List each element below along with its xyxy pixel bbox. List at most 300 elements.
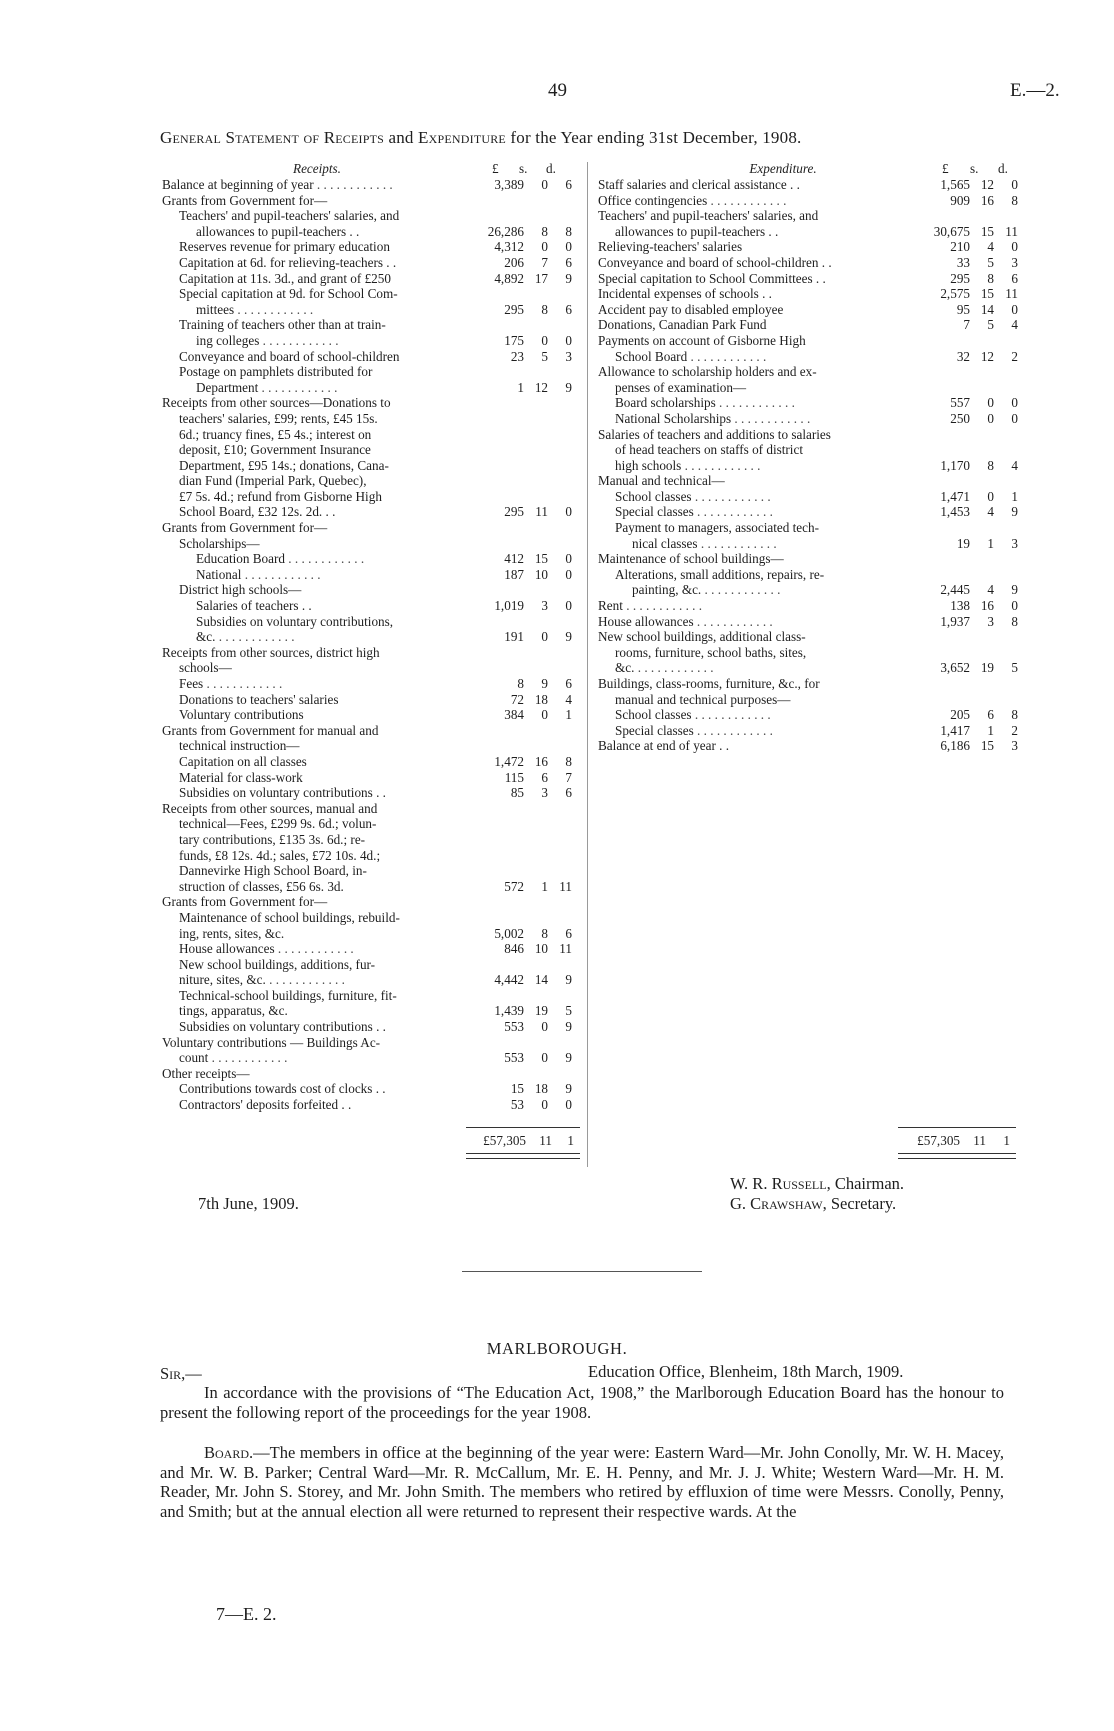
expenditure-row-label: Staff salaries and clerical assistance . . (598, 177, 800, 192)
receipts-row-pounds: 295 (504, 504, 524, 520)
receipts-row (162, 1081, 578, 1097)
receipts-row-label: Scholarships— (179, 535, 260, 551)
expenditure-row (598, 333, 1012, 349)
receipts-row-label: tary contributions, £135 3s. 6d.; re- (179, 831, 366, 847)
expenditure-row-label: Conveyance and board of school-children . . (598, 254, 832, 270)
receipts-row-label: Grants from Government for— (162, 520, 328, 536)
receipts-row-label: Receipts from other sources—Donations to (162, 395, 391, 411)
expenditure-row (598, 473, 1012, 489)
receipts-row (162, 770, 578, 786)
title-rest: for the Year ending 31st December, 1908. (505, 128, 802, 147)
expenditure-row-label: &c. . . (598, 660, 917, 676)
expenditure-row-shillings: 4 (987, 239, 994, 255)
expenditure-row (598, 254, 1018, 271)
receipts-row (162, 1050, 578, 1066)
expenditure-row-pounds: 1,937 (940, 613, 970, 629)
receipts-row-shillings: 0 (541, 1050, 548, 1066)
receipts-row-label: New school buildings, additions, fur- (179, 956, 376, 972)
receipts-row-pounds: 53 (510, 1097, 524, 1113)
receipts-row (162, 645, 578, 661)
expenditure-row-label: Maintenance of school buildings— (598, 551, 784, 567)
pence-head-exp: d. (998, 161, 1008, 176)
receipts-row-shillings: 12 (534, 379, 548, 395)
receipts-row (162, 629, 578, 645)
expenditure-row-label: Accident pay to disabled employee (598, 301, 784, 317)
receipts-row-pence: 9 (565, 379, 572, 395)
receipts-row-pounds: 175 (504, 332, 524, 348)
receipts-row-pounds: 115 (504, 769, 524, 785)
secretary-name: G. Crawshaw (730, 1194, 823, 1213)
receipts-row-label: Donations to teachers' salaries (179, 691, 339, 707)
receipts-row-label: Fees . . (162, 676, 471, 692)
receipts-row (162, 1003, 578, 1019)
receipts-row-pence: 8 (565, 753, 572, 769)
expenditure-row-label: Allowance to scholarship holders and ex- (598, 364, 817, 380)
receipts-row-label: Receipts from other sources, manual and (162, 800, 378, 816)
expenditure-row-pence: 8 (1011, 707, 1018, 723)
expenditure-row (598, 582, 1018, 598)
receipts-row (162, 676, 578, 692)
receipts-row-label: Training of teachers other than at train- (179, 317, 386, 333)
expenditure-row-label: Payment to managers, associated tech- (615, 520, 819, 536)
expenditure-row-pounds: 1,170 (940, 457, 970, 473)
expenditure-row-pounds: 1,565 (940, 177, 970, 192)
receipts-row-label: deposit, £10; Government Insurance (179, 442, 371, 458)
expenditure-row-pence: 2 (1011, 722, 1018, 738)
expenditure-row-pounds: 33 (956, 254, 970, 270)
expenditure-row-pounds: 2,575 (940, 286, 970, 302)
receipts-row (162, 551, 578, 567)
statement-title (160, 128, 1000, 148)
receipts-row (162, 660, 578, 676)
receipts-row-label: mittees . . (162, 302, 488, 318)
salutation: Sir,— (160, 1364, 202, 1383)
receipts-row-pence: 9 (565, 1081, 572, 1097)
expenditure-row-label: Manual and technical— (598, 473, 725, 489)
receipts-row-shillings: 0 (541, 707, 548, 723)
receipts-rows (162, 177, 578, 1113)
report-paragraph-2 (160, 1443, 1004, 1521)
expenditure-row-shillings: 5 (987, 254, 994, 270)
receipts-row-pence: 0 (565, 1097, 572, 1113)
receipts-row-pence: 0 (565, 551, 572, 567)
receipts-row (162, 707, 578, 723)
expenditure-row-pence: 8 (1011, 192, 1018, 208)
receipts-row-label: Receipts from other sources, district high (162, 644, 380, 660)
expenditure-row-shillings: 19 (980, 660, 994, 676)
receipts-row-label: Special capitation at 9d. for School Com- (179, 286, 398, 302)
receipts-row-label: Department, £95 14s.; donations, Cana- (179, 457, 389, 473)
expenditure-row-pounds: 32 (956, 348, 970, 364)
page-footer: 7—E. 2. (216, 1604, 277, 1624)
receipts-row-shillings: 16 (534, 753, 548, 769)
receipts-row (162, 848, 578, 864)
receipts-row-shillings: 3 (541, 785, 548, 801)
expenditure-row (598, 645, 1012, 661)
expenditure-row-shillings: 8 (987, 457, 994, 473)
receipts-row (162, 224, 578, 240)
receipts-row-label: Voluntary contributions — Buildings Ac- (162, 1034, 381, 1050)
receipts-row-label: Balance at beginning of year . . (162, 177, 454, 193)
receipts-row (162, 177, 578, 193)
receipts-row-pounds: 23 (510, 348, 524, 364)
expenditure-row-shillings: 14 (980, 301, 994, 317)
pound-head-exp: £ (942, 161, 949, 176)
expenditure-row (598, 317, 1018, 333)
receipts-row-label: &c. . . (162, 629, 488, 645)
receipts-row-label: Grants from Government for manual and (162, 722, 379, 738)
expenditure-row (598, 301, 1018, 318)
receipts-row-label: ing, rents, sites, &c. (179, 925, 285, 941)
receipts-row-label: Contributions towards cost of clocks . . (179, 1081, 386, 1097)
expenditure-row-label: School classes . . (598, 489, 917, 505)
receipts-row-label: Other receipts— (162, 1065, 250, 1081)
receipts-row-label: Reserves revenue for primary education (179, 239, 390, 255)
receipts-row (162, 193, 578, 209)
expenditure-row-label: painting, &c. . . (598, 582, 934, 598)
expenditure-row-shillings: 12 (980, 177, 994, 192)
expenditure-row-label: Payments on account of Gisborne High (598, 332, 806, 348)
receipts-row (162, 302, 578, 318)
receipts-row-pounds: 187 (504, 566, 524, 582)
expenditure-row-pounds: 1,417 (940, 722, 970, 738)
receipts-row-label: count . . (162, 1050, 471, 1066)
chairman-role: , Chairman. (826, 1174, 905, 1193)
expenditure-row-label: manual and technical purposes— (615, 691, 791, 707)
receipts-row-label: niture, sites, &c. . . (162, 972, 471, 988)
receipts-row (162, 910, 578, 926)
expenditure-row (598, 707, 1018, 723)
receipts-row-label: funds, £8 12s. 4d.; sales, £72 10s. 4d.; (179, 847, 381, 863)
receipts-row-pence: 0 (565, 598, 572, 614)
expenditure-row-label: allowances to pupil-teachers . . (615, 223, 779, 239)
expenditure-row-shillings: 3 (987, 613, 994, 629)
receipts-row-label: Subsidies on voluntary contributions . . (179, 1019, 386, 1035)
receipts-row (162, 754, 578, 770)
expenditure-row-shillings: 16 (980, 192, 994, 208)
receipts-row-shillings: 9 (541, 676, 548, 691)
receipts-row-shillings: 18 (534, 1081, 548, 1097)
expenditure-row (598, 613, 1018, 630)
receipts-row-label: dian Fund (Imperial Park, Quebec), (179, 473, 367, 489)
expenditure-row (598, 738, 1018, 754)
expenditure-row-pence: 0 (1011, 239, 1018, 255)
expenditure-row-pence: 0 (1011, 177, 1018, 192)
expenditure-row-pounds: 6,186 (940, 738, 970, 754)
expenditure-row-label: Teachers' and pupil-teachers' salaries, and (598, 208, 819, 224)
receipts-row (162, 957, 578, 973)
receipts-row-label: Salaries of teachers . . (196, 598, 312, 614)
expenditure-row (598, 676, 1012, 692)
expenditure-row-pence: 2 (1011, 348, 1018, 364)
expenditure-row-shillings: 6 (987, 707, 994, 723)
receipts-row (162, 723, 578, 739)
expenditure-row-label: New school buildings, additional class- (598, 629, 806, 645)
receipts-heading: Receipts. (293, 161, 341, 176)
receipts-row-label: Contractors' deposits forfeited . . (179, 1097, 352, 1113)
receipts-row (162, 427, 578, 443)
expenditure-row-pence: 1 (1011, 488, 1018, 504)
receipts-row (162, 349, 578, 365)
expenditure-row-shillings: 4 (987, 582, 994, 598)
receipts-row-shillings: 1 (541, 878, 548, 894)
receipts-row-label: tings, apparatus, &c. (179, 1003, 288, 1019)
expenditure-row-shillings: 0 (987, 395, 994, 411)
receipts-row-label: Maintenance of school buildings, rebuild- (179, 909, 400, 925)
receipts-row-pence: 0 (565, 239, 572, 255)
receipts-row-shillings: 0 (541, 332, 548, 348)
receipts-row-label: Teachers' and pupil-teachers' salaries, and (179, 208, 400, 224)
expenditure-row-label: Office contingencies . . (598, 193, 900, 209)
receipts-row (162, 239, 578, 255)
receipts-row-shillings: 10 (534, 941, 548, 957)
receipts-row-label: District high schools— (179, 582, 302, 598)
expenditure-row-label: Incidental expenses of schools . . (598, 286, 772, 302)
expenditure-row-pounds: 205 (950, 707, 970, 723)
receipts-row-pence: 6 (565, 925, 572, 941)
expenditure-row (598, 520, 1012, 536)
expenditure-row-shillings: 15 (980, 738, 994, 754)
receipts-row-pence: 6 (565, 301, 572, 317)
receipts-row-label: allowances to pupil-teachers . . (196, 223, 360, 239)
receipts-row-pence: 11 (559, 941, 572, 957)
expenditure-row-pounds: 1,471 (940, 488, 970, 504)
receipts-row (162, 333, 578, 349)
receipts-row-pounds: 1 (517, 379, 524, 395)
receipts-row-shillings: 0 (541, 1097, 548, 1113)
expenditure-row-label: Special classes . . (598, 504, 917, 520)
expenditure-row-pounds: 138 (950, 598, 970, 614)
receipts-row-shillings: 11 (535, 504, 548, 520)
receipts-total-pence: 1 (567, 1133, 574, 1148)
expenditure-row-shillings: 8 (987, 270, 994, 286)
receipts-row-pounds: 85 (510, 785, 524, 801)
receipts-row-pounds: 4,892 (494, 270, 524, 286)
expenditure-row-label: Relieving-teachers' salaries (598, 239, 743, 255)
receipts-row-pounds: 553 (504, 1050, 524, 1066)
receipts-row-label: Capitation at 11s. 3d., and grant of £250 (179, 270, 391, 286)
receipts-row-pounds: 295 (504, 301, 524, 317)
receipts-row (162, 567, 578, 583)
expenditure-row-pence: 11 (1005, 223, 1018, 239)
shilling-head: s. (519, 161, 528, 176)
expenditure-row-pounds: 19 (956, 535, 970, 551)
expenditure-row-pence: 6 (1011, 270, 1018, 286)
receipts-row-label: ing colleges . . (162, 333, 488, 349)
receipts-row-label: £7 5s. 4d.; refund from Gisborne High (179, 488, 382, 504)
receipts-row-pounds: 206 (504, 254, 524, 270)
receipts-row (162, 863, 578, 879)
title-part1: General Statement of Receipts (160, 128, 384, 147)
pound-head: £ (492, 161, 499, 176)
receipts-row (162, 894, 578, 910)
expenditure-row (598, 551, 1012, 567)
receipts-row-pounds: 1,439 (494, 1003, 524, 1019)
secretary-role: , Secretary. (822, 1194, 897, 1213)
expenditure-row (598, 177, 1018, 193)
receipts-row-shillings: 15 (534, 551, 548, 567)
receipts-row (162, 1035, 578, 1051)
receipts-row-label: Technical-school buildings, furniture, fit- (179, 987, 397, 1003)
expenditure-row (598, 442, 1012, 458)
expenditure-row-pounds: 30,675 (933, 223, 970, 239)
receipts-row-label: teachers' salaries, £99; rents, £45 15s. (179, 410, 378, 426)
expenditure-row-label: Salaries of teachers and additions to salaries (598, 426, 831, 442)
expenditure-row (598, 348, 1018, 365)
receipts-row-pence: 0 (565, 504, 572, 520)
receipts-row-pounds: 1,019 (494, 598, 524, 614)
receipts-row (162, 785, 578, 801)
expenditure-row-pence: 11 (1005, 286, 1018, 302)
expenditure-row-pence: 9 (1011, 582, 1018, 598)
receipts-row-label: technical instruction— (179, 738, 300, 754)
receipts-row-label: House allowances . . (162, 941, 471, 957)
expenditure-total-pence: 1 (1003, 1133, 1010, 1148)
expenditure-row-pounds: 3,652 (940, 660, 970, 676)
receipts-row-label: technical—Fees, £299 9s. 6d.; volun- (179, 816, 377, 832)
expenditure-row (598, 239, 1018, 255)
receipts-row-label: Education Board . . (162, 551, 488, 567)
receipts-row (162, 582, 578, 598)
receipts-row-pounds: 26,286 (487, 223, 524, 239)
expenditure-row (598, 208, 1012, 224)
chairman-name: W. R. Russell (730, 1174, 827, 1193)
receipts-row (162, 1066, 578, 1082)
expenditure-row (598, 457, 1018, 474)
receipts-row-label: 6d.; truancy fines, £5 4s.; interest on (179, 426, 372, 442)
receipts-row (162, 926, 578, 942)
expenditure-row-pence: 0 (1011, 598, 1018, 614)
receipts-row-label: Capitation on all classes (179, 753, 307, 769)
expenditure-row (598, 192, 1018, 209)
receipts-row-label: Capitation at 6d. for relieving-teachers . . (179, 254, 397, 270)
expenditure-row-shillings: 0 (987, 488, 994, 504)
expenditure-row-shillings: 15 (980, 223, 994, 239)
receipts-row (162, 738, 578, 754)
expenditure-row-label: Special capitation to School Committees . . (598, 270, 826, 286)
receipts-row (162, 1097, 578, 1113)
expenditure-row-shillings: 5 (987, 317, 994, 333)
board-text: —The members in office at the beginning of the year were: Eastern Ward—Mr. John Conolly, Mr. W. H. Macey, and Mr. W. B. Parker; Central Ward—Mr. R. McCallum, Mr. E. H. Penny, and Mr. J. J. White; Western Ward—Mr. H. M. Reader, Mr. John S. Storey, and Mr. John Smith. The members who retired by effluxion of time were Messrs. Conolly, Penny, and Smith; but at the annual election all were returned to represent their respective wards. At the (160, 1443, 1004, 1521)
receipts-row-pounds: 846 (504, 941, 524, 957)
expenditure-row-pounds: 7 (963, 317, 970, 333)
signature-chairman (730, 1174, 904, 1194)
receipts-row-label: Grants from Government for— (162, 192, 328, 208)
receipts-row-shillings: 8 (541, 301, 548, 317)
report-address: Education Office, Blenheim, 18th March, 1909. (588, 1362, 904, 1381)
receipts-row (162, 692, 578, 708)
expenditure-row (598, 567, 1012, 583)
receipts-row-pounds: 5,002 (494, 925, 524, 941)
expenditure-total-shillings: 11 (973, 1133, 986, 1148)
receipts-row-pence: 11 (559, 878, 572, 894)
receipts-row-pence: 9 (565, 972, 572, 988)
receipts-row-pence: 3 (565, 348, 572, 364)
receipts-row-label: struction of classes, £56 6s. 3d. (179, 878, 344, 894)
receipts-row-label: National . . (162, 567, 488, 583)
expenditure-row (598, 660, 1018, 676)
expenditure-row-pence: 8 (1011, 613, 1018, 629)
receipts-header (162, 161, 578, 177)
expenditure-row-pence: 5 (1011, 660, 1018, 676)
receipts-row-shillings: 8 (541, 925, 548, 941)
receipts-row-pence: 6 (565, 785, 572, 801)
receipts-row-pounds: 191 (504, 629, 524, 645)
receipts-column (162, 161, 578, 1113)
receipts-row-shillings: 0 (541, 239, 548, 255)
expenditure-row-pence: 4 (1011, 457, 1018, 473)
receipts-row-pence: 6 (565, 254, 572, 270)
expenditure-row-label: Special classes . . (598, 723, 917, 739)
title-part2: Expenditure (418, 128, 506, 147)
receipts-row-shillings: 8 (541, 223, 548, 239)
receipts-row-pence: 4 (565, 691, 572, 707)
receipts-row-pounds: 8 (517, 676, 524, 691)
expenditure-row-label: Rent . . (598, 598, 900, 614)
expenditure-header (598, 161, 1012, 177)
receipts-row (162, 286, 578, 302)
receipts-row-shillings: 3 (541, 598, 548, 614)
column-divider (587, 162, 588, 1167)
receipts-row-shillings: 7 (541, 254, 548, 270)
receipts-row-label: Grants from Government for— (162, 894, 328, 910)
expenditure-row-label: Buildings, class-rooms, furniture, &c., for (598, 676, 820, 691)
expenditure-row-label: School Board . . (598, 349, 917, 365)
expenditure-row (598, 380, 1012, 396)
expenditure-row-shillings: 16 (980, 598, 994, 614)
receipts-row-pounds: 15 (510, 1081, 524, 1097)
section-divider (462, 1271, 702, 1272)
expenditure-row (598, 395, 1018, 411)
expenditure-row-pence: 0 (1011, 395, 1018, 411)
receipts-row-label: Department . . (162, 380, 488, 396)
report-paragraph-1: In accordance with the provisions of “The Education Act, 1908,” the Marlborough Education Board has the honour to present the following report of the proceedings for the year 1908. (160, 1383, 1004, 1422)
expenditure-row-pounds: 250 (950, 410, 970, 426)
receipts-row (162, 208, 578, 224)
receipts-row-shillings: 17 (534, 270, 548, 286)
receipts-row-shillings: 0 (541, 1019, 548, 1035)
receipts-row-shillings: 0 (541, 177, 548, 192)
expenditure-row-label: Donations, Canadian Park Fund (598, 317, 767, 333)
receipts-row (162, 504, 578, 520)
board-lead: Board. (204, 1443, 254, 1462)
expenditure-row-pence: 4 (1011, 317, 1018, 333)
receipts-row-pence: 9 (565, 629, 572, 645)
expenditure-row-pounds: 95 (956, 301, 970, 317)
expenditure-row-label: of head teachers on staffs of district (615, 442, 803, 458)
expenditure-row-label: nical classes . . (598, 536, 934, 552)
receipts-row-pence: 5 (565, 1003, 572, 1019)
receipts-row (162, 442, 578, 458)
receipts-row-pounds: 412 (504, 551, 524, 567)
receipts-row-label: Material for class-work (179, 769, 303, 785)
expenditure-row-shillings: 0 (987, 410, 994, 426)
expenditure-row (598, 504, 1018, 520)
expenditure-row-label: National Scholarships . . (598, 411, 917, 427)
title-and: and (384, 128, 419, 147)
receipts-row (162, 972, 578, 988)
expenditure-row-shillings: 1 (987, 722, 994, 738)
pence-head: d. (546, 161, 556, 176)
receipts-row-label: Subsidies on voluntary contributions . . (179, 785, 386, 801)
expenditure-row-pounds: 2,445 (940, 582, 970, 598)
receipts-row-pounds: 4,312 (494, 239, 524, 255)
expenditure-row-label: rooms, furniture, school baths, sites, (615, 644, 807, 660)
expenditure-row (598, 223, 1018, 240)
expenditure-row-pounds: 210 (950, 239, 970, 255)
expenditure-total-pounds: £57,305 (917, 1133, 960, 1148)
expenditure-column (598, 161, 1018, 754)
